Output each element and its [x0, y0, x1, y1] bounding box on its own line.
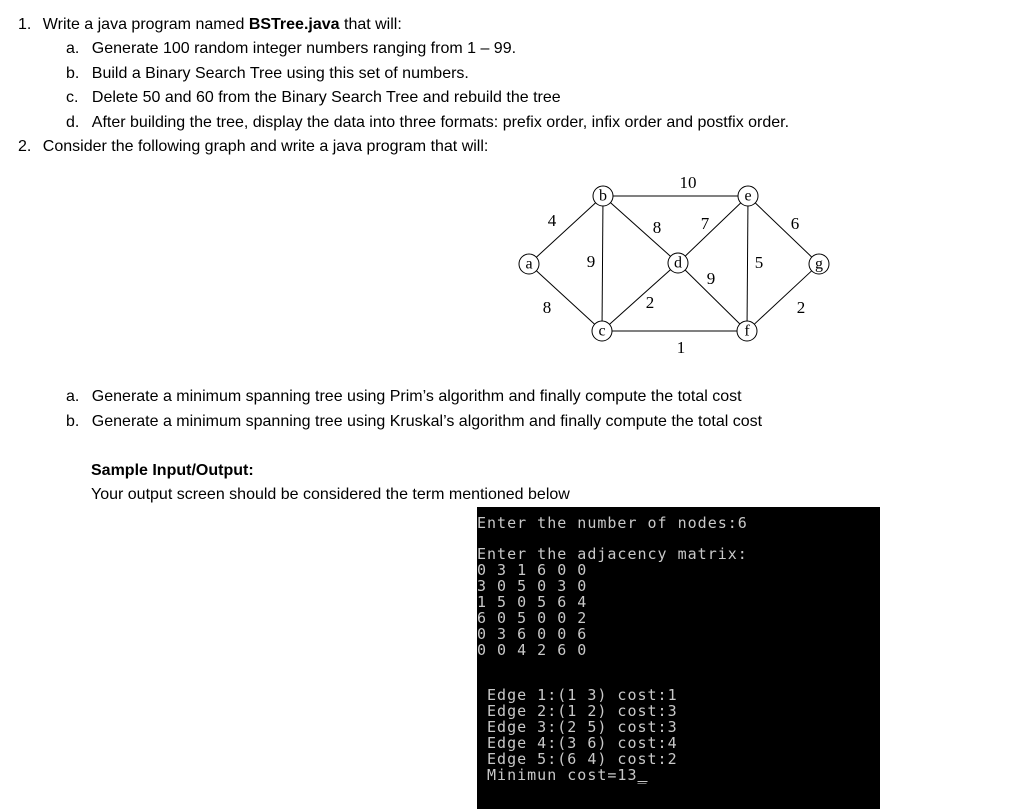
q1-item-b — [66, 64, 469, 84]
graph-node-label-c: c — [598, 322, 606, 340]
question-1 — [18, 15, 402, 35]
graph-edge-b-d — [610, 203, 670, 257]
q1-item-d-text: After building the tree, display the data into three formats: prefix order, infix order and postfix order. — [91, 114, 790, 131]
question-1-number: 1. — [18, 16, 32, 33]
console-line: Edge 3:(2 5) cost:3 — [477, 718, 678, 736]
console-line: Edge 2:(1 2) cost:3 — [477, 702, 678, 720]
sample-caption: Your output screen should be considered the term mentioned below — [91, 486, 570, 503]
console-line: Minimun cost=13_ — [477, 766, 648, 784]
q1-item-b-letter: b. — [66, 65, 80, 82]
graph-edge-weight-d-e: 7 — [700, 213, 710, 233]
graph-edge-weight-e-f: 5 — [754, 252, 764, 272]
console-line: 0 0 4 2 6 0 — [477, 641, 588, 659]
graph-node-a — [519, 254, 539, 274]
console-cursor: _ — [637, 766, 648, 784]
q2-item-b-letter: b. — [66, 413, 80, 430]
q1-item-d-letter: d. — [66, 114, 80, 131]
q2-item-b — [66, 412, 762, 432]
console-line: Edge 1:(1 3) cost:1 — [477, 686, 678, 704]
console-line: Edge 4:(3 6) cost:4 — [477, 734, 678, 752]
graph-node-e — [738, 186, 758, 206]
graph-edge-weight-a-c: 8 — [542, 297, 552, 317]
graph-svg — [500, 168, 850, 368]
question-2 — [18, 137, 488, 157]
graph-node-b — [593, 186, 613, 206]
graph-diagram — [500, 168, 850, 368]
q1-item-a-letter: a. — [66, 40, 80, 57]
question-1-text-pre: Write a java program named — [42, 16, 249, 33]
sample-heading: Sample Input/Output: — [91, 462, 254, 479]
q1-item-a-text: Generate 100 random integer numbers ranging from 1 – 99. — [91, 40, 517, 57]
graph-edge-weight-e-g: 6 — [790, 213, 800, 233]
graph-edge-c-d — [609, 270, 670, 325]
console-line: 1 5 0 5 6 4 — [477, 593, 588, 611]
graph-edge-weight-b-d: 8 — [652, 217, 662, 237]
graph-node-c — [592, 321, 612, 341]
graph-edge-weight-a-b: 4 — [547, 210, 557, 230]
graph-edge-e-g — [755, 203, 812, 257]
graph-node-f — [737, 321, 757, 341]
graph-edge-b-c — [602, 206, 603, 321]
console-output — [477, 507, 880, 809]
graph-node-d — [668, 253, 688, 273]
graph-edge-weight-b-c: 9 — [586, 251, 596, 271]
graph-edge-d-e — [685, 203, 741, 256]
q2-item-b-text: Generate a minimum spanning tree using Kruskal’s algorithm and finally compute the total cost — [91, 413, 763, 430]
graph-edge-weight-f-g: 2 — [796, 297, 806, 317]
console-line: 0 3 6 0 0 6 — [477, 625, 588, 643]
graph-edge-weight-d-f: 9 — [706, 268, 716, 288]
question-2-text: Consider the following graph and write a java program that will: — [42, 138, 489, 155]
graph-edge-a-b — [536, 203, 595, 257]
q1-item-a — [66, 39, 516, 59]
q2-item-a-letter: a. — [66, 388, 80, 405]
graph-edge-weight-b-e: 10 — [679, 172, 697, 192]
graph-node-label-d: d — [674, 254, 682, 272]
graph-node-label-g: g — [815, 255, 823, 273]
graph-node-label-b: b — [599, 187, 607, 205]
q2-item-a-text: Generate a minimum spanning tree using Prim’s algorithm and finally compute the total cost — [91, 388, 742, 405]
graph-node-label-a: a — [525, 255, 533, 273]
q1-item-c-letter: c. — [66, 89, 79, 106]
console-line: Edge 5:(6 4) cost:2 — [477, 750, 678, 768]
console-line: Enter the number of nodes:6 — [477, 514, 748, 532]
q1-item-c — [66, 88, 561, 108]
q1-item-d — [66, 113, 789, 133]
graph-edge-weight-c-f: 1 — [676, 337, 686, 357]
q2-item-a — [66, 387, 742, 407]
console-line: Enter the adjacency matrix: — [477, 545, 748, 563]
graph-edge-weight-c-d: 2 — [645, 292, 655, 312]
graph-node-label-f: f — [744, 322, 750, 340]
graph-edge-e-f — [747, 206, 748, 321]
console-line: 6 0 5 0 0 2 — [477, 609, 588, 627]
question-2-number: 2. — [18, 138, 32, 155]
console-line: 0 3 1 6 0 0 — [477, 561, 588, 579]
console-line: 3 0 5 0 3 0 — [477, 577, 588, 595]
question-1-text-post: that will: — [339, 16, 402, 33]
q1-item-b-text: Build a Binary Search Tree using this set of numbers. — [91, 65, 469, 82]
q1-item-c-text: Delete 50 and 60 from the Binary Search Tree and rebuild the tree — [91, 89, 561, 106]
question-1-filename: BSTree.java — [248, 16, 340, 33]
graph-node-label-e: e — [744, 187, 752, 205]
graph-node-g — [809, 254, 829, 274]
